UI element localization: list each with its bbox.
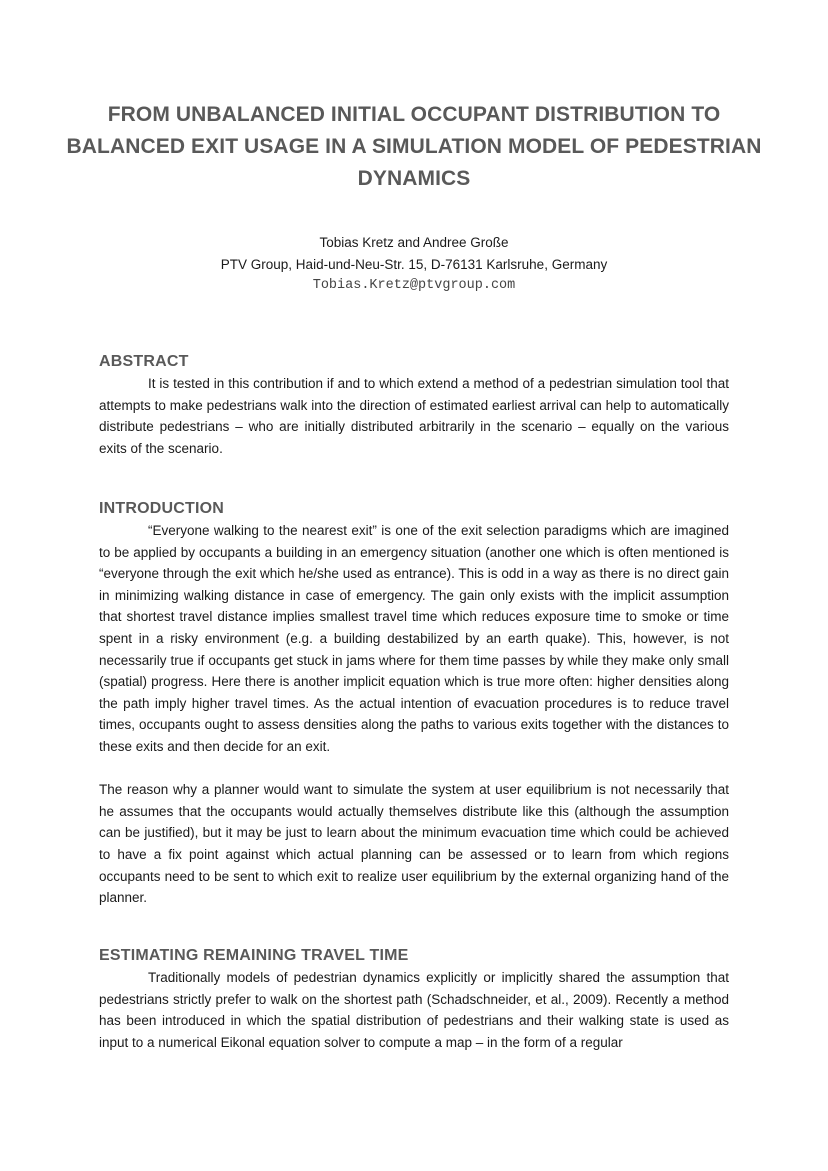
introduction-paragraph-2: The reason why a planner would want to simulate the system at user equilibrium is not necessarily that he assumes that the occupants would actually themselves distribute like this (although the assumption can be justified), but it may be just to learn about the minimum evacuation time which could be achieved to have a fix point against which actual planning can be assessed or to learn from which regions occupants need to be sent to which exit to realize user equilibrium by the external organizing hand of the planner. bbox=[99, 782, 729, 906]
author-block bbox=[60, 232, 768, 297]
email: Tobias.Kretz@ptvgroup.com bbox=[312, 278, 516, 293]
paper-title: FROM UNBALANCED INITIAL OCCUPANT DISTRIBUTION TO BALANCED EXIT USAGE IN A SIMULATION MODEL OF PEDESTRIAN DYNAMICS bbox=[66, 103, 762, 190]
introduction-section bbox=[99, 498, 729, 909]
affiliation: PTV Group, Haid-und-Neu-Str. 15, D-76131 Karlsruhe, Germany bbox=[220, 256, 608, 272]
paragraph-gap bbox=[99, 758, 729, 780]
estimating-heading: ESTIMATING REMAINING TRAVEL TIME bbox=[99, 947, 409, 964]
introduction-heading: INTRODUCTION bbox=[99, 500, 225, 517]
estimating-section bbox=[99, 945, 729, 1053]
introduction-paragraph-1: “Everyone walking to the nearest exit” is one of the exit selection paradigms which are imagined to be applied by occupants a building in an emergency situation (another one which is often mentioned is “everyone through the exit which he/she used as entrance). This is odd in a way as there is no direct gain in minimizing walking distance in case of emergency. The gain only exists with the implicit assumption that shortest travel distance implies smallest travel time which reduces exposure time to smoke or time spent in a risky environment (e.g. a building destabilized by an earth quake). This, however, is not necessarily true if occupants get stuck in jams where for them time passes by while they make only small (spatial) progress. Here there is another implicit equation which is true more often: higher densities along the path imply higher travel times. As the actual intention of evacuation procedures is to reduce travel times, occupants ought to assess densities along the paths to various exits together with the distances to these exits and then decide for an exit. bbox=[99, 523, 729, 754]
abstract-section bbox=[99, 351, 729, 459]
estimating-paragraph-1: Traditionally models of pedestrian dynamics explicitly or implicitly shared the assumption that pedestrians strictly prefer to walk on the shortest path (Schadschneider, et al., 2009). Recently a method has been introduced in which the spatial distribution of pedestrians and their walking state is used as input to a numerical Eikonal equation solver to compute a map – in the form of a regular bbox=[99, 970, 729, 1050]
abstract-heading: ABSTRACT bbox=[99, 353, 189, 370]
authors: Tobias Kretz and Andree Große bbox=[319, 235, 509, 250]
abstract-text: It is tested in this contribution if and to which extend a method of a pedestrian simulation tool that attempts to make pedestrians walk into the direction of estimated earliest arrival can help to automatically distribute pedestrians – who are initially distributed arbitrarily in the scenario – equally on the various exits of the scenario. bbox=[99, 376, 729, 456]
